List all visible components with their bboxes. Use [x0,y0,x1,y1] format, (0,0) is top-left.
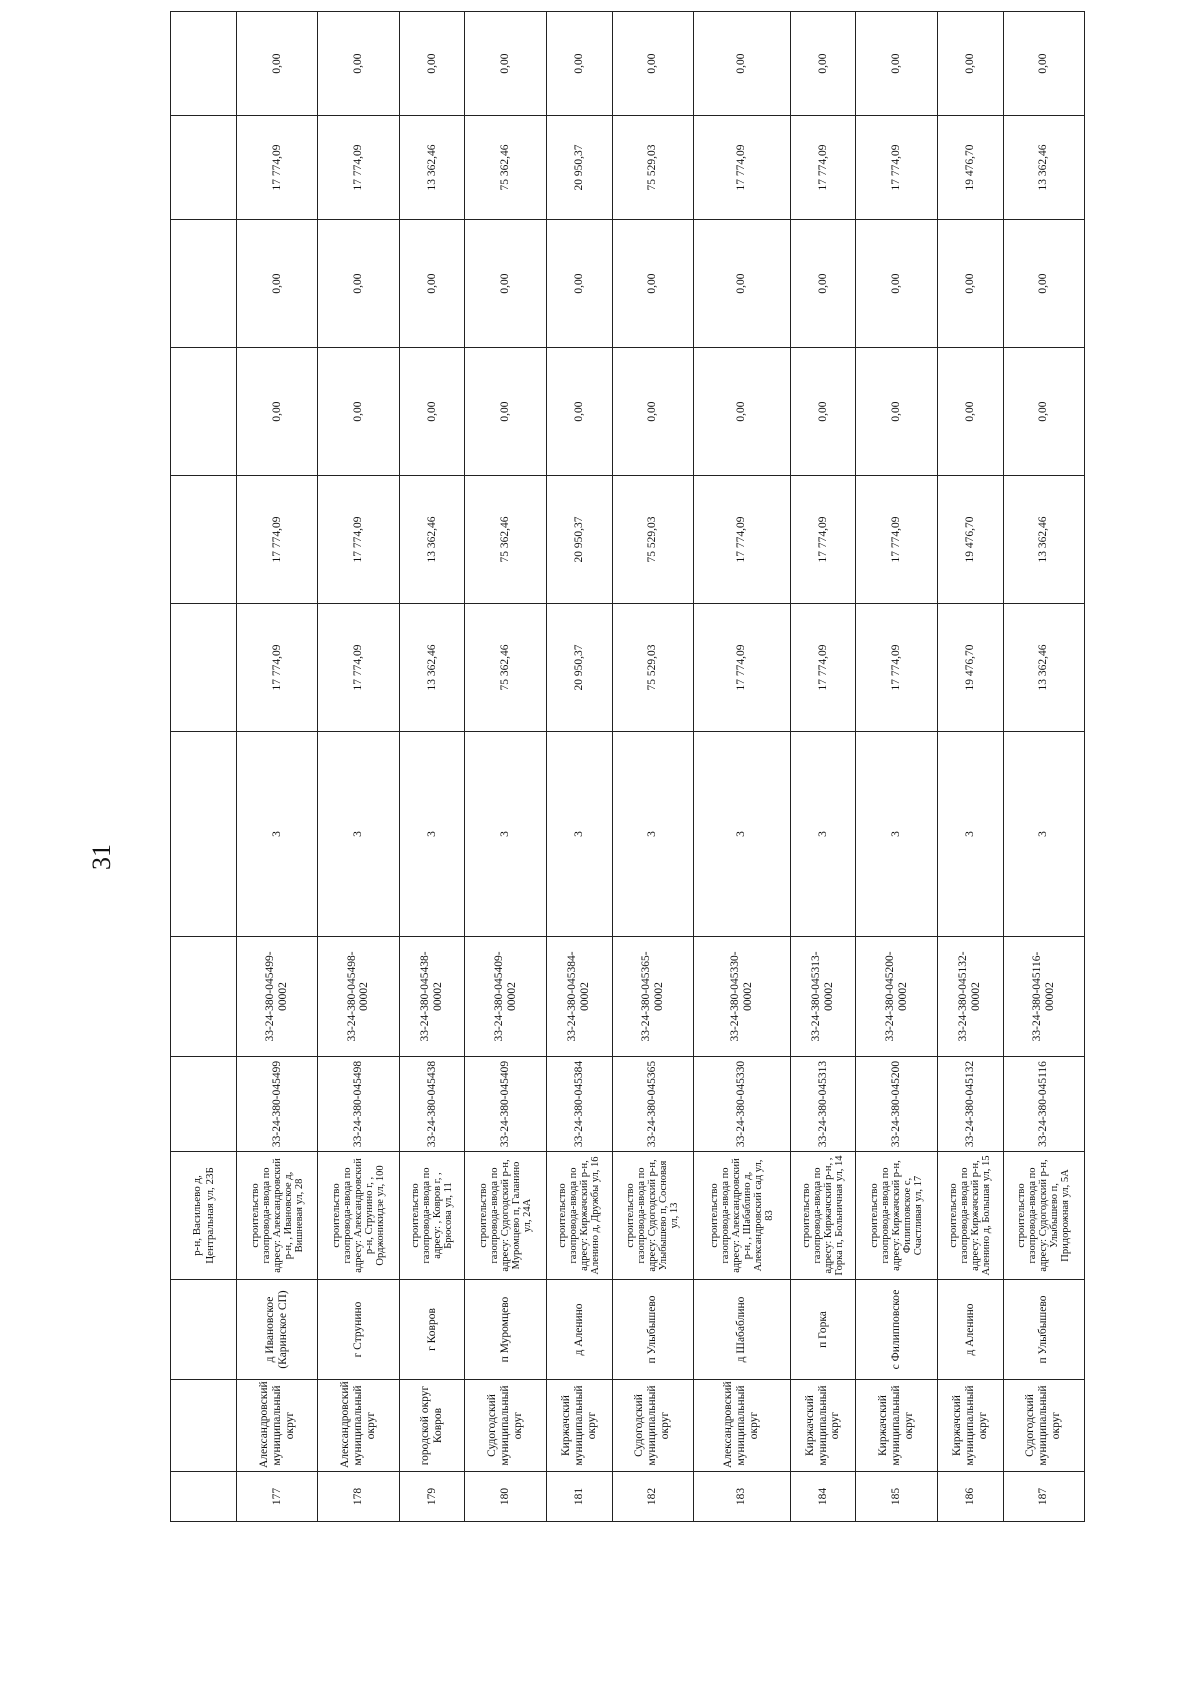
amount-cell: 0,00 [612,348,693,476]
amount-cell: 0,00 [318,220,399,348]
full-code-cell: 33-24-380-045409-00002 [465,937,546,1057]
object-code-cell: 33-24-380-045365 [612,1057,693,1152]
full-code-cell: 33-24-380-045365-00002 [612,937,693,1057]
table-row [465,12,546,1522]
amount-cell: 20 950,37 [546,116,612,220]
table-cell [171,1380,237,1472]
locality-cell: п Горка [790,1280,856,1380]
amount-cell: 19 476,70 [937,116,1003,220]
locality-cell: п Улыбышево [1003,1280,1084,1380]
amount-total-cell: 17 774,09 [693,604,790,732]
amount-cell: 17 774,09 [237,116,318,220]
amount-cell: 0,00 [546,348,612,476]
full-code-cell: 33-24-380-045498-00002 [318,937,399,1057]
category-cell: 3 [1003,732,1084,937]
amount-cell: 0,00 [237,348,318,476]
description-cell: строительство газопровода-ввода по адресу: Киржачский р-н, Аленино д, Дружбы ул, 16 [546,1152,612,1280]
object-code-cell: 33-24-380-045438 [399,1057,465,1152]
amount-cell: 0,00 [399,220,465,348]
table-cell [171,1280,237,1380]
description-cell: строительство газопровода-ввода по адресу: Киржачский р-н, Филипповское с, Счастливая ул, 17 [856,1152,937,1280]
municipality-cell: Киржачский муниципальный округ [546,1380,612,1472]
amount-cell: 0,00 [693,12,790,116]
full-code-cell: 33-24-380-045438-00002 [399,937,465,1057]
municipality-cell: Киржачский муниципальный округ [937,1380,1003,1472]
amount-cell: 75 529,03 [612,476,693,604]
table-cell [171,937,237,1057]
description-cell: строительство газопровода-ввода по адресу: Киржачский р-н, , Горка п, Больничная ул, 14 [790,1152,856,1280]
amount-cell: 0,00 [546,12,612,116]
amount-total-cell: 17 774,09 [856,604,937,732]
description-cell: строительство газопровода-ввода по адресу: Александровский р-н, , Ивановское д, Вишневая ул, 28 [237,1152,318,1280]
full-code-cell: 33-24-380-045330-00002 [693,937,790,1057]
carry-over-row [171,12,237,1522]
table-body [171,12,1085,1522]
table-cell [171,116,237,220]
object-code-cell: 33-24-380-045498 [318,1057,399,1152]
amount-cell: 75 362,46 [465,476,546,604]
amount-total-cell: 75 529,03 [612,604,693,732]
amount-total-cell: 19 476,70 [937,604,1003,732]
category-cell: 3 [399,732,465,937]
row-number: 180 [465,1472,546,1522]
row-number: 182 [612,1472,693,1522]
table-row [546,12,612,1522]
full-code-cell: 33-24-380-045116-00002 [1003,937,1084,1057]
object-code-cell: 33-24-380-045200 [856,1057,937,1152]
table-cell [171,1057,237,1152]
amount-cell: 0,00 [237,12,318,116]
table-row [937,12,1003,1522]
amount-cell: 17 774,09 [856,116,937,220]
amount-cell: 0,00 [612,220,693,348]
table-row [612,12,693,1522]
locality-cell: г Струнино [318,1280,399,1380]
object-code-cell: 33-24-380-045409 [465,1057,546,1152]
table-cell [171,220,237,348]
category-cell: 3 [465,732,546,937]
full-code-cell: 33-24-380-045132-00002 [937,937,1003,1057]
amount-total-cell: 13 362,46 [399,604,465,732]
table-row [399,12,465,1522]
amount-cell: 0,00 [790,12,856,116]
row-number: 185 [856,1472,937,1522]
amount-cell: 0,00 [399,348,465,476]
municipality-cell: Судогодский муниципальный округ [1003,1380,1084,1472]
investment-table [170,11,1085,1522]
amount-cell: 17 774,09 [693,116,790,220]
amount-cell: 13 362,46 [399,476,465,604]
amount-cell: 17 774,09 [237,476,318,604]
row-number: 183 [693,1472,790,1522]
category-cell: 3 [790,732,856,937]
municipality-cell: городской округ Ковров [399,1380,465,1472]
rotated-table-container [170,53,1085,1522]
amount-cell: 0,00 [856,12,937,116]
amount-cell: 0,00 [693,220,790,348]
amount-cell: 0,00 [937,12,1003,116]
category-cell: 3 [546,732,612,937]
object-code-cell: 33-24-380-045499 [237,1057,318,1152]
row-number: 184 [790,1472,856,1522]
amount-cell: 0,00 [1003,348,1084,476]
description-cell: строительство газопровода-ввода по адресу: Александровский р-н, Струнино г, , Орджоникидзе ул, 100 [318,1152,399,1280]
table-row [1003,12,1084,1522]
object-code-cell: 33-24-380-045116 [1003,1057,1084,1152]
locality-cell: г Ковров [399,1280,465,1380]
table-cell [171,476,237,604]
locality-cell: с Филипповское [856,1280,937,1380]
amount-cell: 0,00 [399,12,465,116]
amount-cell: 0,00 [856,348,937,476]
amount-cell: 0,00 [790,220,856,348]
amount-cell: 75 529,03 [612,116,693,220]
amount-total-cell: 17 774,09 [318,604,399,732]
municipality-cell: Киржачский муниципальный округ [790,1380,856,1472]
amount-cell: 0,00 [937,220,1003,348]
amount-cell: 0,00 [318,348,399,476]
municipality-cell: Киржачский муниципальный округ [856,1380,937,1472]
amount-cell: 0,00 [1003,220,1084,348]
amount-cell: 17 774,09 [318,476,399,604]
amount-cell: 0,00 [465,12,546,116]
category-cell: 3 [237,732,318,937]
amount-total-cell: 75 362,46 [465,604,546,732]
full-code-cell: 33-24-380-045200-00002 [856,937,937,1057]
locality-cell: д Аленино [937,1280,1003,1380]
page-number: 31 [87,844,116,870]
amount-cell: 13 362,46 [1003,476,1084,604]
category-cell: 3 [318,732,399,937]
table-cell [171,348,237,476]
amount-total-cell: 17 774,09 [790,604,856,732]
object-code-cell: 33-24-380-045313 [790,1057,856,1152]
amount-cell: 0,00 [790,348,856,476]
table-row [237,12,318,1522]
category-cell: 3 [693,732,790,937]
amount-cell: 0,00 [546,220,612,348]
amount-cell: 0,00 [465,348,546,476]
table-row [318,12,399,1522]
locality-cell: п Муромцево [465,1280,546,1380]
amount-total-cell: 17 774,09 [237,604,318,732]
amount-cell: 17 774,09 [693,476,790,604]
row-number: 177 [237,1472,318,1522]
amount-cell: 13 362,46 [399,116,465,220]
full-code-cell: 33-24-380-045499-00002 [237,937,318,1057]
locality-cell: д Ивановское (Каринское СП) [237,1280,318,1380]
amount-cell: 0,00 [237,220,318,348]
row-number: 179 [399,1472,465,1522]
amount-cell: 19 476,70 [937,476,1003,604]
municipality-cell: Александровский муниципальный округ [693,1380,790,1472]
description-cell: строительство газопровода-ввода по адресу: Судогодский р-н, Улыбышево п, Придорожная ул, 5А [1003,1152,1084,1280]
category-cell: 3 [856,732,937,937]
table-cell [171,1472,237,1522]
row-number: 181 [546,1472,612,1522]
amount-total-cell: 20 950,37 [546,604,612,732]
amount-total-cell: 13 362,46 [1003,604,1084,732]
category-cell: 3 [612,732,693,937]
amount-cell: 13 362,46 [1003,116,1084,220]
table-row [856,12,937,1522]
locality-cell: п Улыбышево [612,1280,693,1380]
municipality-cell: Александровский муниципальный округ [237,1380,318,1472]
amount-cell: 75 362,46 [465,116,546,220]
row-number: 187 [1003,1472,1084,1522]
description-cell: строительство газопровода-ввода по адресу: Александровский р-н, , Шабаблино д, Александровский сад ул, 83 [693,1152,790,1280]
amount-cell: 0,00 [856,220,937,348]
full-code-cell: 33-24-380-045384-00002 [546,937,612,1057]
amount-cell: 0,00 [465,220,546,348]
amount-cell: 0,00 [693,348,790,476]
full-code-cell: 33-24-380-045313-00002 [790,937,856,1057]
description-cell: строительство газопровода-ввода по адресу: Судогодский р-н, Муромцево п, Галанино ул, 24А [465,1152,546,1280]
table-row [790,12,856,1522]
municipality-cell: Судогодский муниципальный округ [612,1380,693,1472]
amount-cell: 17 774,09 [318,116,399,220]
description-cell: строительство газопровода-ввода по адресу: Судогодский р-н, Улыбышево п, Сосновая ул, 13 [612,1152,693,1280]
amount-cell: 17 774,09 [790,476,856,604]
table-cell [171,604,237,732]
amount-cell: 0,00 [937,348,1003,476]
object-code-cell: 33-24-380-045384 [546,1057,612,1152]
amount-cell: 0,00 [1003,12,1084,116]
amount-cell: 20 950,37 [546,476,612,604]
object-code-cell: 33-24-380-045132 [937,1057,1003,1152]
table-cell [171,732,237,937]
table-cell [171,12,237,116]
municipality-cell: Александровский муниципальный округ [318,1380,399,1472]
carry-over-address: р-н, Васильево д, Центральная ул, 23Б [171,1152,237,1280]
amount-cell: 17 774,09 [856,476,937,604]
locality-cell: д Шабаблино [693,1280,790,1380]
row-number: 178 [318,1472,399,1522]
table-row [693,12,790,1522]
category-cell: 3 [937,732,1003,937]
locality-cell: д Аленино [546,1280,612,1380]
description-cell: строительство газопровода-ввода по адресу: Киржачский р-н, Аленино д, Большая ул, 15 [937,1152,1003,1280]
municipality-cell: Судогодский муниципальный округ [465,1380,546,1472]
row-number: 186 [937,1472,1003,1522]
amount-cell: 0,00 [612,12,693,116]
amount-cell: 0,00 [318,12,399,116]
description-cell: строительство газопровода-ввода по адресу: , Ковров г, , Брюсова ул, 11 [399,1152,465,1280]
amount-cell: 17 774,09 [790,116,856,220]
object-code-cell: 33-24-380-045330 [693,1057,790,1152]
